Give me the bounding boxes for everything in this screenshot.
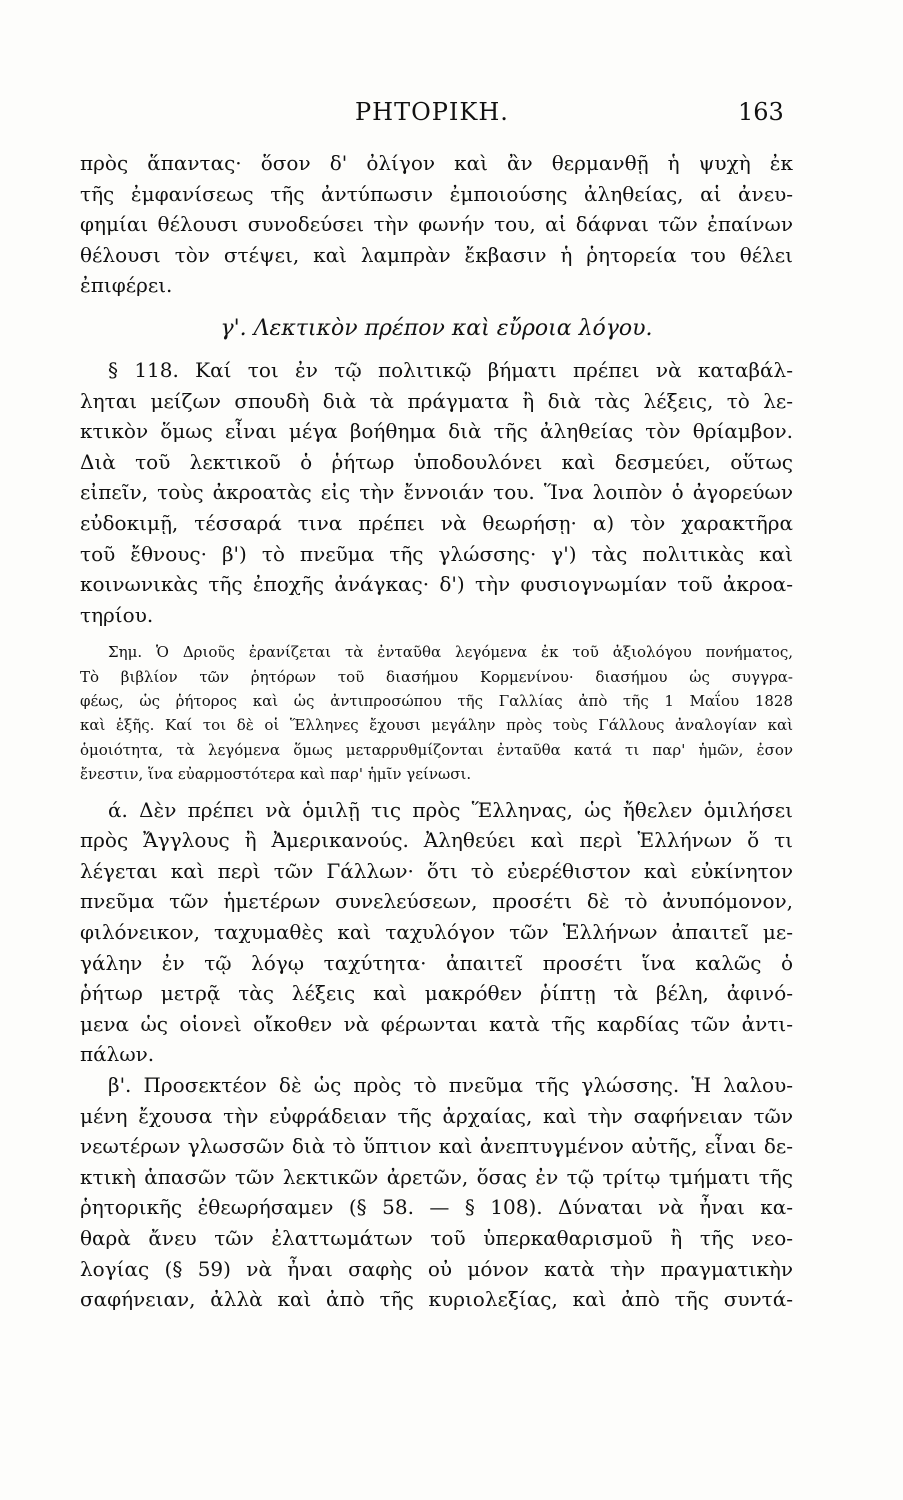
text-line: θέλουσι τὸν στέψει, καὶ λαμπρὰν ἔκβασιν ἡ ῥητορεία του θέλει <box>80 242 793 267</box>
text-line: λογίας (§ 59) νὰ ἦναι σαφὴς οὐ μόνον κατὰ τὴν πραγματικὴν <box>80 1256 793 1281</box>
text-line: ῥητορικῆς ἐθεωρήσαμεν (§ 58. — § 108). Δύναται νὰ ἦναι κα- <box>80 1195 793 1220</box>
text-line: λέγεται καὶ περὶ τῶν Γάλλων· ὅτι τὸ εὐερέθιστον καὶ εὐκίνητον <box>80 858 793 883</box>
note-line: Τὸ βιβλίον τῶν ῥητόρων τοῦ διασήμου Κορμενίνου· διασήμου ὡς συγγρα- <box>80 667 793 686</box>
text-line: μένη ἔχουσα τὴν εὐφράδειαν τῆς ἀρχαίας, καὶ τὴν σαφήνειαν τῶν <box>80 1103 793 1128</box>
text-line: εἰπεῖν, τοὺς ἀκροατὰς εἰς τὴν ἔννοιάν του. Ἵνα λοιπὸν ὁ ἀγορεύων <box>80 480 793 505</box>
footnote <box>80 640 793 786</box>
note-line: Σημ. Ὁ Δριοῦς ἐρανίζεται τὰ ἐνταῦθα λεγόμενα ἐκ τοῦ ἀξιολόγου πονήματος, <box>108 643 793 662</box>
intro-paragraph <box>80 148 793 301</box>
text-line: θαρὰ ἄνευ τῶν ἐλαττωμάτων τοῦ ὑπερκαθαρισμοῦ ἢ τῆς νεο- <box>80 1225 793 1250</box>
text-line: φημίαι θέλουσι συνοδεύσει τὴν φωνήν του, αἱ δάφναι τῶν ἐπαίνων <box>80 212 793 237</box>
note-line: ἔνεστιν, ἵνα εὐαρμοστότερα καὶ παρ' ἡμῖν γείνωσι. <box>80 765 472 784</box>
paragraph-118 <box>80 355 793 630</box>
text-line: ἐπιφέρει. <box>80 273 173 298</box>
text-line: πνεῦμα τῶν ἡμετέρων συνελεύσεων, προσέτι δὲ τὸ ἀνυπόμονον, <box>80 889 793 914</box>
running-title: ΡΗΤΟΡΙΚΗ. <box>355 98 509 126</box>
text-line: ῥήτωρ μετρᾷ τὰς λέξεις καὶ μακρόθεν ῥίπτῃ τὰ βέλη, ἀφινό- <box>80 981 793 1006</box>
text-line: πρὸς Ἄγγλους ἢ Ἀμερικανούς. Ἀληθεύει καὶ περὶ Ἑλλήνων ὅ τι <box>80 828 793 853</box>
note-line: ὁμοιότητα, τὰ λεγόμενα ὅμως μεταρρυθμίζονται ἐνταῦθα κατά τι παρ' ἡμῶν, ἐσον <box>80 740 793 759</box>
text-line: β'. Προσεκτέον δὲ ὡς πρὸς τὸ πνεῦμα τῆς γλώσσης. Ἡ λαλου- <box>108 1073 793 1097</box>
paragraph-a <box>80 795 793 1070</box>
text-line: ά. Δὲν πρέπει νὰ ὁμιλῇ τις πρὸς Ἕλληνας, ὡς ἤθελεν ὁμιλήσει <box>108 797 793 822</box>
text-line: μενα ὡς οἱονεὶ οἴκοθεν νὰ φέρωνται κατὰ τῆς καρδίας τῶν ἀντι- <box>80 1011 793 1036</box>
text-line: κτικὸν ὅμως εἶναι μέγα βοήθημα διὰ τῆς ἀληθείας τὸν θρίαμβον. <box>80 419 793 444</box>
text-line: σαφήνειαν, ἀλλὰ καὶ ἀπὸ τῆς κυριολεξίας, καὶ ἀπὸ τῆς συντά- <box>80 1287 793 1312</box>
text-line: νεωτέρων γλωσσῶν διὰ τὸ ὕπτιον καὶ ἀνεπτυγμένον αὐτῆς, εἶναι δε- <box>80 1134 793 1159</box>
section-heading: γ'. Λεκτικὸν πρέπον καὶ εὔροια λόγου. <box>220 315 653 341</box>
text-line: ληται μείζων σπουδὴ διὰ τὰ πράγματα ἢ διὰ τὰς λέξεις, τὸ λε- <box>80 388 793 413</box>
paragraph-b <box>80 1070 793 1315</box>
text-line: φιλόνεικον, ταχυμαθὲς καὶ ταχυλόγον τῶν Ἑλλήνων ἀπαιτεῖ με- <box>80 920 793 945</box>
text-line: κτικὴ ἁπασῶν τῶν λεκτικῶν ἀρετῶν, ὅσας ἐν τῷ τρίτῳ τμήματι τῆς <box>80 1164 793 1189</box>
note-line: φέως, ὡς ῥήτορος καὶ ὡς ἀντιπροσώπου τῆς Γαλλίας ἀπὸ τῆς 1 Μαΐου 1828 <box>80 692 793 711</box>
body-text <box>80 148 793 1315</box>
text-line: Διὰ τοῦ λεκτικοῦ ὁ ῥήτωρ ὑποδουλόνει καὶ δεσμεύει, οὕτως <box>80 449 793 474</box>
text-line: τοῦ ἔθνους· β') τὸ πνεῦμα τῆς γλώσσης· γ') τὰς πολιτικὰς καὶ <box>80 541 793 566</box>
text-line: κοινωνικὰς τῆς ἐποχῆς ἀνάγκας· δ') τὴν φυσιογνωμίαν τοῦ ἀκροα- <box>80 572 793 597</box>
note-line: καὶ ἑξῆς. Καί τοι δὲ οἱ Ἕλληνες ἔχουσι μεγάλην πρὸς τοὺς Γάλλους ἀναλογίαν καὶ <box>80 716 793 735</box>
text-line: πρὸς ἅπαντας· ὅσον δ' ὀλίγον καὶ ἂν θερμανθῇ ἡ ψυχὴ ἐκ <box>80 151 793 175</box>
text-line: § 118. Καί τοι ἐν τῷ πολιτικῷ βήματι πρέπει νὰ καταβάλ- <box>108 357 793 382</box>
running-head <box>0 98 903 138</box>
text-line: γάλην ἐν τῷ λόγῳ ταχύτητα· ἀπαιτεῖ προσέτι ἵνα καλῶς ὁ <box>80 950 793 975</box>
text-line: εὐδοκιμῇ, τέσσαρά τινα πρέπει νὰ θεωρήσῃ· α) τὸν χαρακτῆρα <box>80 510 793 535</box>
text-line: τῆς ἐμφανίσεως τῆς ἀντύπωσιν ἐμποιούσης ἀληθείας, αἱ ἀνευ- <box>80 181 793 206</box>
page-number: 163 <box>738 98 784 126</box>
text-line: τηρίου. <box>80 602 154 627</box>
text-line: πάλων. <box>80 1042 155 1067</box>
